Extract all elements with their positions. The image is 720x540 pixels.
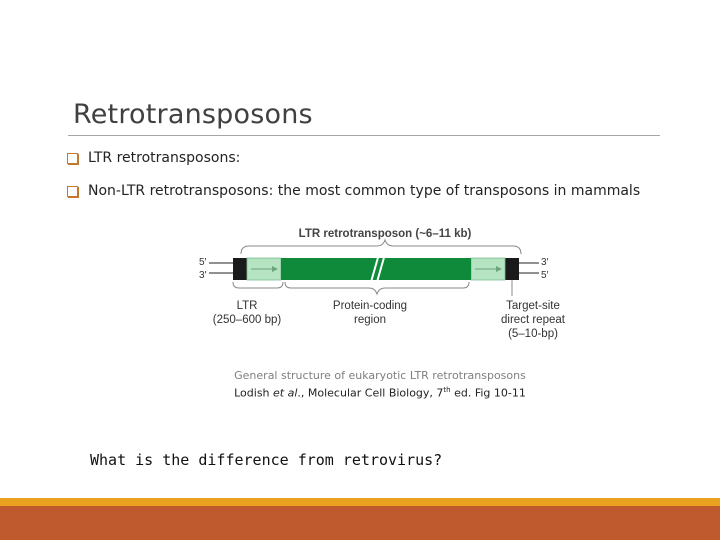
discussion-question: What is the difference from retrovirus?	[90, 451, 443, 469]
bullet-text: LTR retrotransposons:	[88, 150, 241, 166]
bullet-text: Non-LTR retrotransposons: the most common type of transposons in mammals	[88, 183, 641, 199]
citation-end: ed. Fig 10-11	[450, 386, 526, 400]
coding-bracket	[285, 282, 469, 294]
target-label-2: direct repeat	[501, 314, 565, 326]
figure-caption-citation	[180, 386, 580, 400]
figure-caption-title: General structure of eukaryotic LTR retrotransposons	[234, 369, 526, 382]
bullet-ltr	[67, 150, 240, 166]
coding-label-1: Protein-coding	[332, 300, 408, 312]
citation-rest: ., Molecular Cell Biology, 7	[297, 386, 444, 400]
citation-author: Lodish	[234, 386, 274, 400]
target-size: (5–10-bp)	[508, 328, 558, 340]
ltr-bracket	[233, 282, 283, 288]
coding-label-2: region	[354, 314, 386, 326]
slide-title: Retrotransposons	[73, 99, 313, 130]
ltr-size: (250–600 bp)	[212, 314, 282, 326]
footer-accent-stripe	[0, 498, 720, 506]
citation-etal: et al	[273, 386, 298, 400]
footer-bar	[0, 506, 720, 540]
right-target-site	[505, 258, 519, 280]
diagram-top-label: LTR retrotransposon (~6–11 kb)	[298, 228, 472, 240]
ltr-retrotransposon-diagram	[195, 220, 575, 345]
left-3prime: 3′	[199, 270, 207, 281]
target-label-1: Target-site	[506, 300, 560, 312]
right-3prime: 3′	[541, 257, 549, 268]
bullet-non-ltr	[67, 183, 640, 199]
left-target-site	[233, 258, 247, 280]
title-divider	[68, 135, 660, 136]
checkbox-bullet-icon	[67, 153, 78, 164]
ltr-label: LTR	[236, 300, 258, 312]
left-5prime: 5′	[199, 257, 207, 268]
checkbox-bullet-icon	[67, 186, 78, 197]
right-5prime: 5′	[541, 270, 549, 281]
citation-sup: th	[443, 386, 451, 394]
top-brace	[241, 240, 521, 254]
